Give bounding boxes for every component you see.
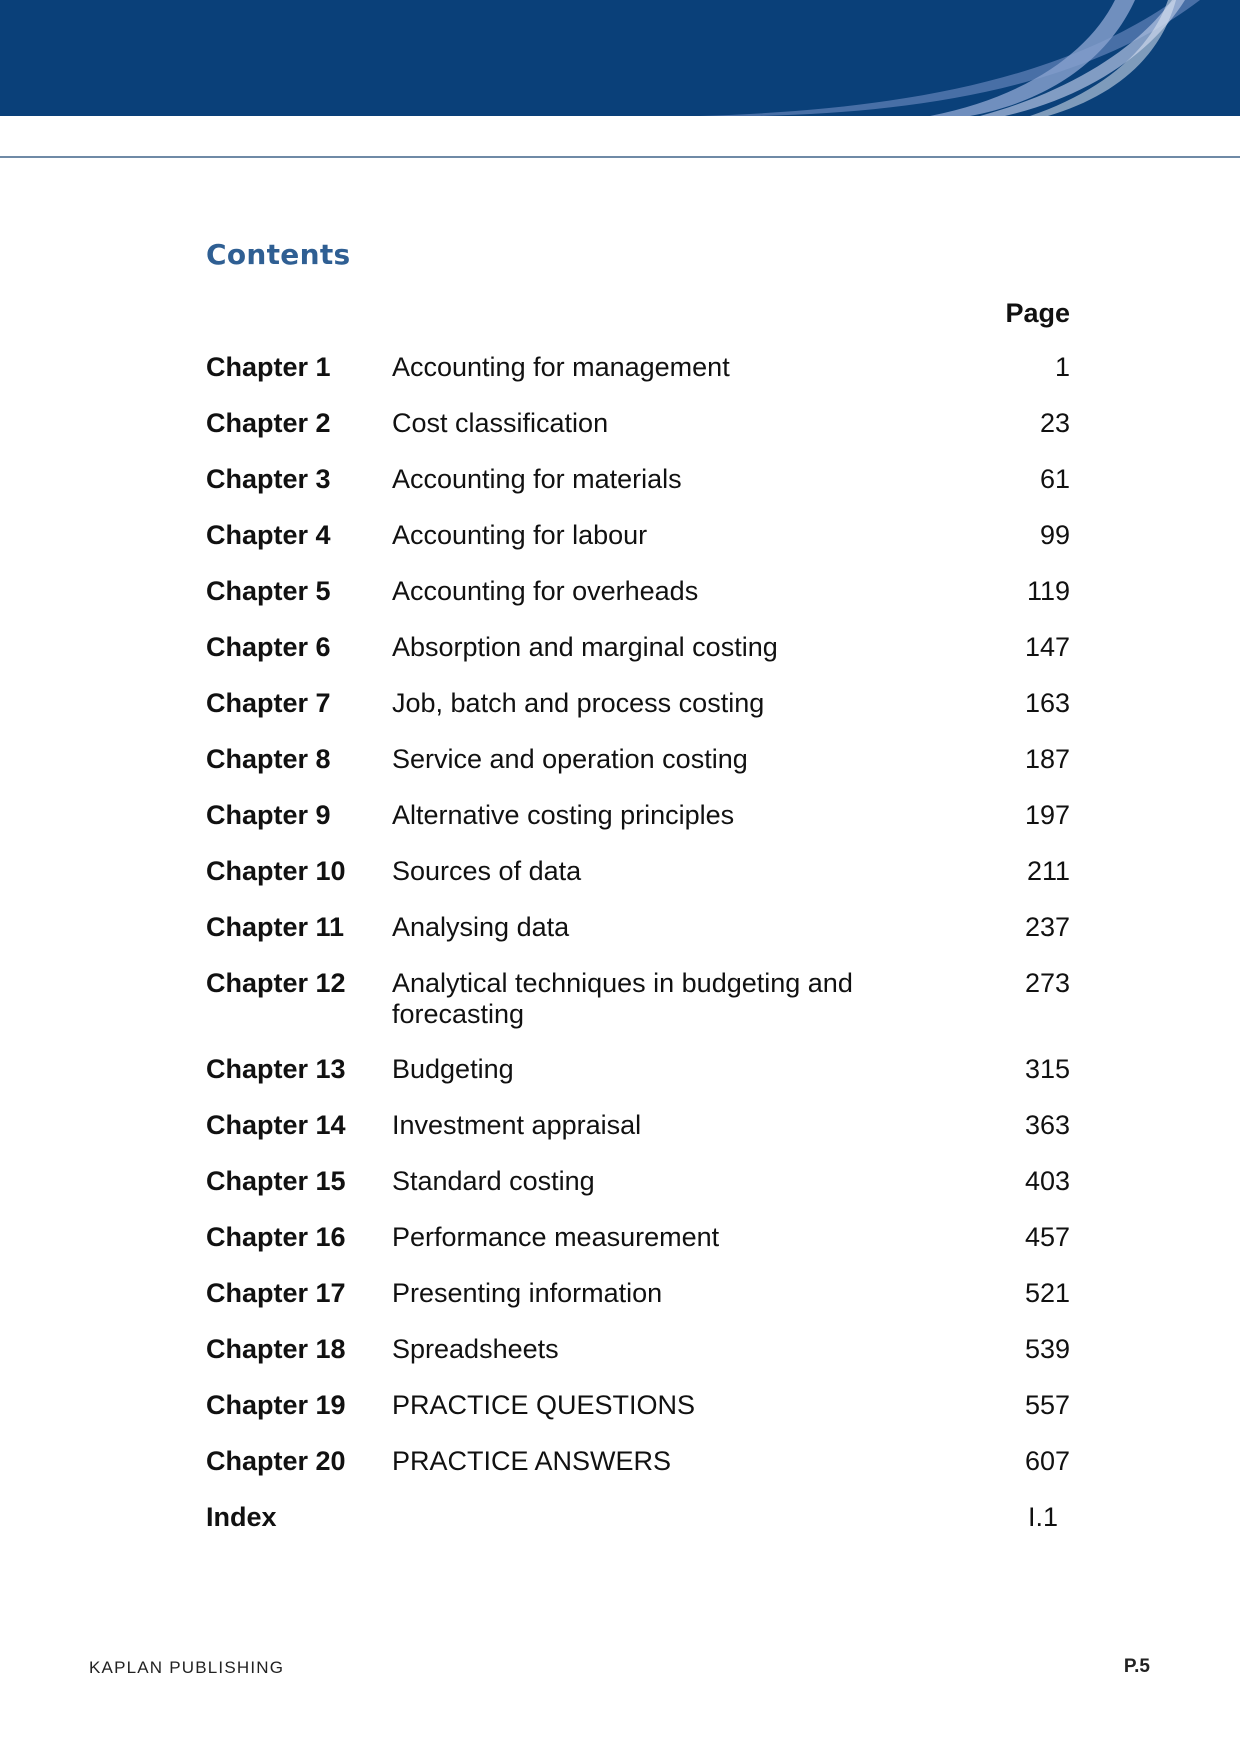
toc-chapter-label: Chapter 1 xyxy=(206,352,331,382)
toc-row-chapter-19[interactable] xyxy=(206,1390,1070,1421)
toc-chapter-title: Analytical techniques in budgeting and forecasting xyxy=(392,968,853,1029)
toc-chapter-label: Chapter 15 xyxy=(206,1166,346,1196)
toc-chapter-title: Analysing data xyxy=(392,912,570,942)
toc-chapter-label: Chapter 2 xyxy=(206,408,331,438)
toc-page-number: 147 xyxy=(1024,632,1070,662)
toc-chapter-title: Performance measurement xyxy=(392,1222,720,1252)
toc-page-number: 61 xyxy=(1039,464,1070,494)
toc-row-chapter-10[interactable] xyxy=(206,856,1070,887)
toc-chapter-label: Chapter 18 xyxy=(206,1334,346,1364)
toc-chapter-label: Chapter 19 xyxy=(206,1390,346,1420)
toc-page-number: 23 xyxy=(1039,408,1070,438)
footer-page-number: P.5 xyxy=(1123,1656,1150,1677)
toc-chapter-label: Chapter 14 xyxy=(206,1110,346,1140)
toc-page-number: 237 xyxy=(1024,912,1070,942)
toc-chapter-title: Cost classification xyxy=(392,408,609,438)
toc-page-number: 607 xyxy=(1024,1446,1070,1476)
toc-row-chapter-11[interactable] xyxy=(206,912,1070,943)
toc-chapter-title: Accounting for management xyxy=(392,352,730,382)
toc-chapter-title: Spreadsheets xyxy=(392,1334,559,1364)
toc-page-number: I.1 xyxy=(1027,1502,1058,1532)
toc-chapter-label: Chapter 8 xyxy=(206,744,331,774)
toc-row-chapter-1[interactable] xyxy=(206,352,1070,383)
header-swoosh-graphic xyxy=(0,0,1240,116)
toc-chapter-title: Accounting for labour xyxy=(392,520,648,550)
toc-row-chapter-17[interactable] xyxy=(206,1278,1070,1309)
toc-page-number: 557 xyxy=(1024,1390,1070,1420)
toc-row-index[interactable] xyxy=(206,1502,1070,1533)
toc-chapter-title: PRACTICE ANSWERS xyxy=(392,1446,672,1476)
toc-row-chapter-13[interactable] xyxy=(206,1054,1070,1085)
toc-page-number: 539 xyxy=(1024,1334,1070,1364)
toc-page-number: 273 xyxy=(1024,968,1070,998)
toc-chapter-title: Accounting for materials xyxy=(392,464,682,494)
toc-chapter-label: Chapter 5 xyxy=(206,576,331,606)
toc-chapter-label: Chapter 3 xyxy=(206,464,331,494)
toc-row-chapter-14[interactable] xyxy=(206,1110,1070,1141)
toc-row-chapter-15[interactable] xyxy=(206,1166,1070,1197)
header-band xyxy=(0,0,1240,116)
toc-chapter-title: Sources of data xyxy=(392,856,582,886)
toc-row-chapter-6[interactable] xyxy=(206,632,1070,663)
toc-chapter-label: Chapter 20 xyxy=(206,1446,346,1476)
toc-page-number: 1 xyxy=(1054,352,1070,382)
toc-chapter-title: Accounting for overheads xyxy=(392,576,699,606)
toc-page-number: 315 xyxy=(1024,1054,1070,1084)
toc-row-chapter-20[interactable] xyxy=(206,1446,1070,1477)
toc-chapter-label: Chapter 9 xyxy=(206,800,331,830)
toc-row-chapter-9[interactable] xyxy=(206,800,1070,831)
toc-chapter-title: Presenting information xyxy=(392,1278,663,1308)
toc-row-chapter-4[interactable] xyxy=(206,520,1070,551)
toc-page-number: 187 xyxy=(1024,744,1070,774)
toc-page-number: 521 xyxy=(1024,1278,1070,1308)
toc-page-number: 119 xyxy=(1026,576,1070,606)
toc-chapter-title: Job, batch and process costing xyxy=(392,688,765,718)
header-divider xyxy=(0,156,1240,158)
toc-chapter-label: Chapter 11 xyxy=(206,912,345,942)
toc-row-chapter-8[interactable] xyxy=(206,744,1070,775)
toc-row-chapter-3[interactable] xyxy=(206,464,1070,495)
toc-page-number: 99 xyxy=(1039,520,1070,550)
toc-chapter-label: Chapter 17 xyxy=(206,1278,346,1308)
toc-row-chapter-18[interactable] xyxy=(206,1334,1070,1365)
toc-chapter-label: Chapter 13 xyxy=(206,1054,346,1084)
toc-chapter-label: Chapter 6 xyxy=(206,632,331,662)
toc-page-number: 363 xyxy=(1024,1110,1070,1140)
toc-page-number: 163 xyxy=(1024,688,1070,718)
toc-row-chapter-5[interactable] xyxy=(206,576,1070,607)
toc-chapter-label: Chapter 10 xyxy=(206,856,346,886)
toc-page-number: 457 xyxy=(1024,1222,1070,1252)
toc-row-chapter-2[interactable] xyxy=(206,408,1070,439)
toc-chapter-title: Absorption and marginal costing xyxy=(392,632,778,662)
toc-chapter-label: Chapter 7 xyxy=(206,688,331,718)
toc-chapter-label: Chapter 12 xyxy=(206,968,346,998)
toc-chapter-label: Chapter 4 xyxy=(206,520,331,550)
toc-chapter-label: Chapter 16 xyxy=(206,1222,346,1252)
toc-row-chapter-16[interactable] xyxy=(206,1222,1070,1253)
toc-page-number: 211 xyxy=(1026,856,1070,886)
toc-chapter-label: Index xyxy=(206,1502,277,1532)
toc-page-number: 197 xyxy=(1024,800,1070,830)
toc-chapter-title: Alternative costing principles xyxy=(392,800,735,830)
toc-row-chapter-7[interactable] xyxy=(206,688,1070,719)
contents-title: Contents xyxy=(206,238,351,271)
toc-page-number: 403 xyxy=(1024,1166,1070,1196)
toc-chapter-title: Service and operation costing xyxy=(392,744,748,774)
toc-chapter-title: PRACTICE QUESTIONS xyxy=(392,1390,696,1420)
page-column-heading: Page xyxy=(1005,298,1070,328)
table-of-contents xyxy=(206,352,1070,1558)
toc-row-chapter-12[interactable] xyxy=(206,968,1070,1030)
toc-chapter-title: Standard costing xyxy=(392,1166,595,1196)
toc-chapter-title: Investment appraisal xyxy=(392,1110,642,1140)
toc-chapter-title: Budgeting xyxy=(392,1054,514,1084)
footer-publisher: KAPLAN PUBLISHING xyxy=(89,1658,285,1677)
